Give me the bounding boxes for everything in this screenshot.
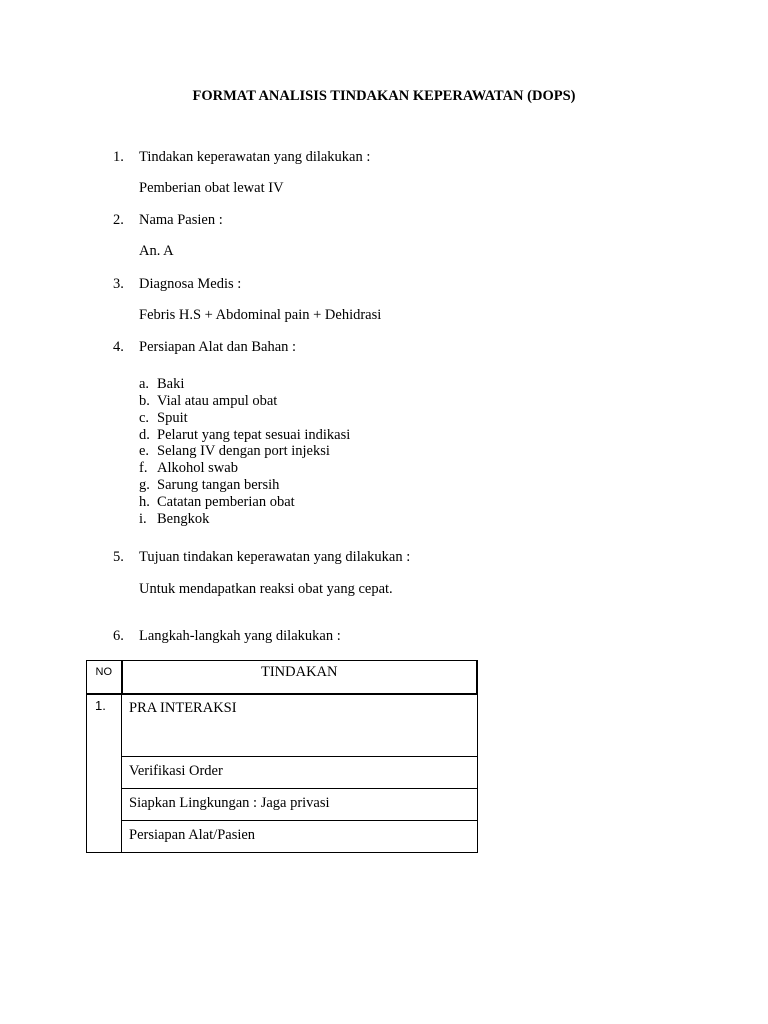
section-label: Tindakan keperawatan yang dilakukan : [139,149,371,165]
document-title: FORMAT ANALISIS TINDAKAN KEPERAWATAN (DOPS) [192,88,576,104]
step-cell: Verifikasi Order [122,757,478,789]
section-number: 6. [113,628,124,644]
table-row [87,694,478,757]
row-number: 1. [87,694,122,853]
list-item: Baki [157,376,185,392]
section-label: Nama Pasien : [139,212,223,228]
section-label: Tujuan tindakan keperawatan yang dilakukan : [139,549,411,565]
header-action: TINDAKAN [122,661,478,694]
section-answer: An. A [139,243,174,259]
list-item-letter: g. [139,477,150,493]
section-number: 3. [113,276,124,292]
table-row [87,821,478,853]
section-number: 5. [113,549,124,565]
list-item: Sarung tangan bersih [157,477,280,493]
table-header-row [87,661,478,694]
list-item-letter: e. [139,443,150,459]
list-item: Spuit [157,410,188,426]
list-item-letter: h. [139,494,150,510]
section-answer: Pemberian obat lewat IV [139,180,284,196]
step-cell: Siapkan Lingkungan : Jaga privasi [122,789,478,821]
phase-heading: PRA INTERAKSI [122,694,478,757]
section-label: Persiapan Alat dan Bahan : [139,339,297,355]
section-label: Langkah-langkah yang dilakukan : [139,628,341,644]
step-cell: Persiapan Alat/Pasien [122,821,478,853]
table-row [87,789,478,821]
list-item-letter: a. [139,376,150,392]
section-label: Diagnosa Medis : [139,276,242,292]
list-item-letter: c. [139,410,150,426]
section-answer: Untuk mendapatkan reaksi obat yang cepat. [139,581,393,597]
section-number: 2. [113,212,124,228]
list-item-letter: f. [139,460,148,476]
section-number: 4. [113,339,124,355]
header-no: NO [87,661,122,694]
list-item: Catatan pemberian obat [157,494,295,510]
list-item: Bengkok [157,511,210,527]
section-number: 1. [113,149,124,165]
steps-table [86,660,478,853]
list-item-letter: d. [139,427,150,443]
section-answer: Febris H.S + Abdominal pain + Dehidrasi [139,307,382,323]
list-item: Alkohol swab [157,460,238,476]
list-item: Selang IV dengan port injeksi [157,443,330,459]
table-row [87,757,478,789]
list-item-letter: b. [139,393,150,409]
list-item: Vial atau ampul obat [157,393,278,409]
list-item: Pelarut yang tepat sesuai indikasi [157,427,351,443]
list-item-letter: i. [139,511,147,527]
